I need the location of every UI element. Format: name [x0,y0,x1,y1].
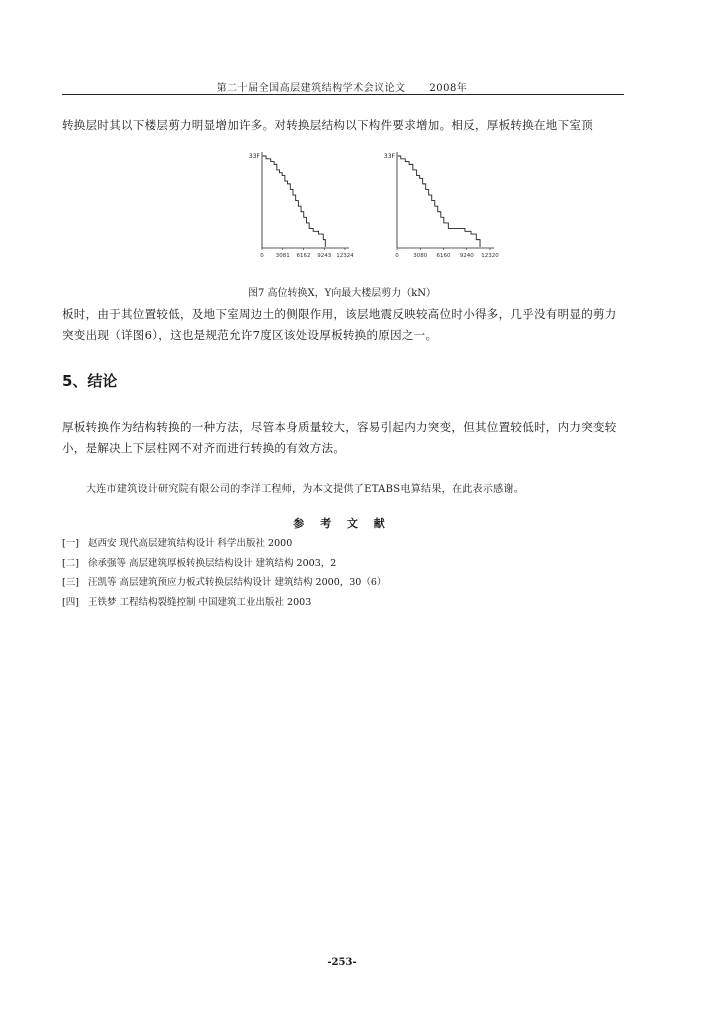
y-top-label: 33F [383,153,395,160]
x-tick-label: 9243 [317,253,332,259]
x-tick-label: 6160 [436,253,451,259]
reference-text: 王铁梦 工程结构裂缝控制 中国建筑工业出版社 2003 [88,596,312,608]
y-top-label: 33F [248,153,260,160]
figure-7 [240,148,520,268]
x-tick-label: 6162 [296,253,311,259]
reference-number: [三] [62,577,79,588]
chart-y-shear [384,152,499,259]
conference-title: 第二十届全国高层建筑结构学术会议论文 [216,83,406,94]
header-rule [62,94,624,95]
reference-item [62,593,622,613]
reference-item [62,573,622,593]
x-tick-label: 9240 [459,253,474,259]
shear-series-line [398,156,480,247]
reference-number: [一] [62,538,79,549]
section-title: 5、结论 [62,372,118,390]
reference-text: 汪凯等 高层建筑预应力板式转换层结构设计 建筑结构 2000，30（6） [88,577,387,588]
reference-text: 徐承强等 高层建筑厚板转换层结构设计 建筑结构 2003，2 [88,557,337,569]
reference-item [62,534,622,554]
shear-series-line [263,156,326,247]
x-tick-label: 12320 [481,253,499,259]
x-tick-label: 0 [395,253,399,259]
conference-year: 2008年 [429,83,468,94]
running-header [62,79,622,94]
paragraph-3: 厚板转换作为结构转换的一种方法，尽管本身质量较大，容易引起内力突变，但其位置较低时，内力突变较小，是解决上下层柱网不对齐而进行转换的有效方法。 [62,420,617,455]
reference-text: 赵西安 现代高层建筑结构设计 科学出版社 2000 [88,538,293,549]
figure-caption: 图7 高位转换X，Y向最大楼层剪力（kN） [247,288,437,299]
x-tick-label: 12324 [336,253,354,259]
reference-number: [二] [62,557,79,569]
x-tick-label: 0 [260,253,264,259]
acknowledgement: 大连市建筑设计研究院有限公司的李洋工程师，为本文提供了ETABS电算结果，在此表示感谢。 [86,484,525,495]
paragraph-1: 转换层时其以下楼层剪力明显增加许多。对转换层结构以下构件要求增加。相反，厚板转换在地下室顶 [62,118,593,132]
page-number: -253- [327,957,357,968]
references-title: 参 考 文 献 [293,517,391,530]
x-tick-label: 3080 [413,253,428,259]
chart-x-shear [249,152,354,259]
paragraph-2: 板时，由于其位置较低，及地下室周边土的侧限作用，该层地震反映较高位时小得多，几乎没有明显的剪力突变出现（详图6），这也是规范允许7度区该处设厚板转换的原因之一。 [62,307,617,342]
reference-number: [四] [62,596,79,608]
references-list [62,534,622,612]
reference-item [62,554,622,574]
x-tick-label: 3081 [275,253,290,259]
